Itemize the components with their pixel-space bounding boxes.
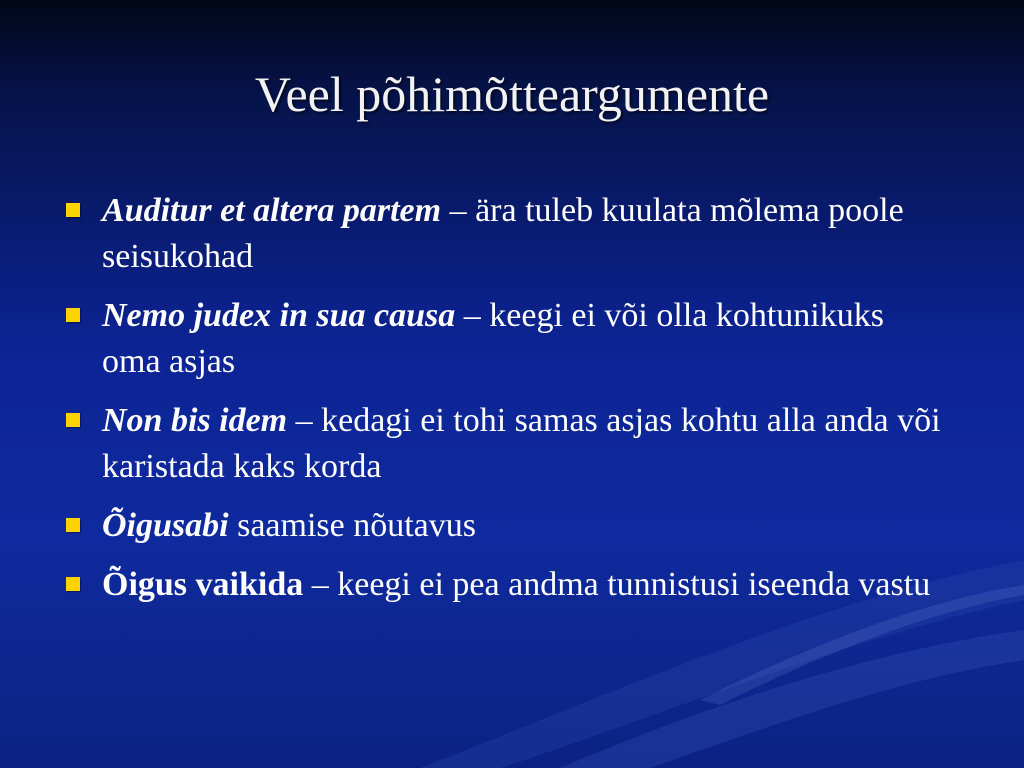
bullet-item — [62, 562, 942, 608]
bullet-item — [62, 503, 942, 549]
square-bullet-icon — [66, 203, 80, 217]
principle-description: saamise nõutavus — [228, 507, 476, 544]
square-bullet-icon — [66, 577, 80, 591]
principle-description: – ära tuleb kuulata mõlema poole seisukohad — [102, 192, 904, 275]
slide-title: Veel põhimõtteargumente — [254, 66, 770, 122]
principle-term: Õigusabi — [102, 507, 229, 544]
square-bullet-icon — [66, 518, 80, 532]
principle-term: Non bis idem — [102, 402, 288, 439]
bullet-list — [62, 188, 942, 621]
square-bullet-icon — [66, 413, 80, 427]
principle-term: Õigus vaikida — [102, 566, 304, 603]
principle-description: – kedagi ei tohi samas asjas kohtu alla anda või karistada kaks korda — [102, 402, 941, 485]
bullet-item — [62, 398, 942, 490]
bullet-item — [62, 188, 942, 280]
principle-description: – keegi ei pea andma tunnistusi iseenda vastu — [303, 566, 931, 603]
principle-description: – keegi ei või olla kohtunikuks oma asjas — [102, 297, 884, 380]
principle-term: Nemo judex in sua causa — [102, 297, 456, 334]
principle-term: Auditur et altera partem — [102, 192, 442, 229]
bullet-item — [62, 293, 942, 385]
square-bullet-icon — [66, 308, 80, 322]
